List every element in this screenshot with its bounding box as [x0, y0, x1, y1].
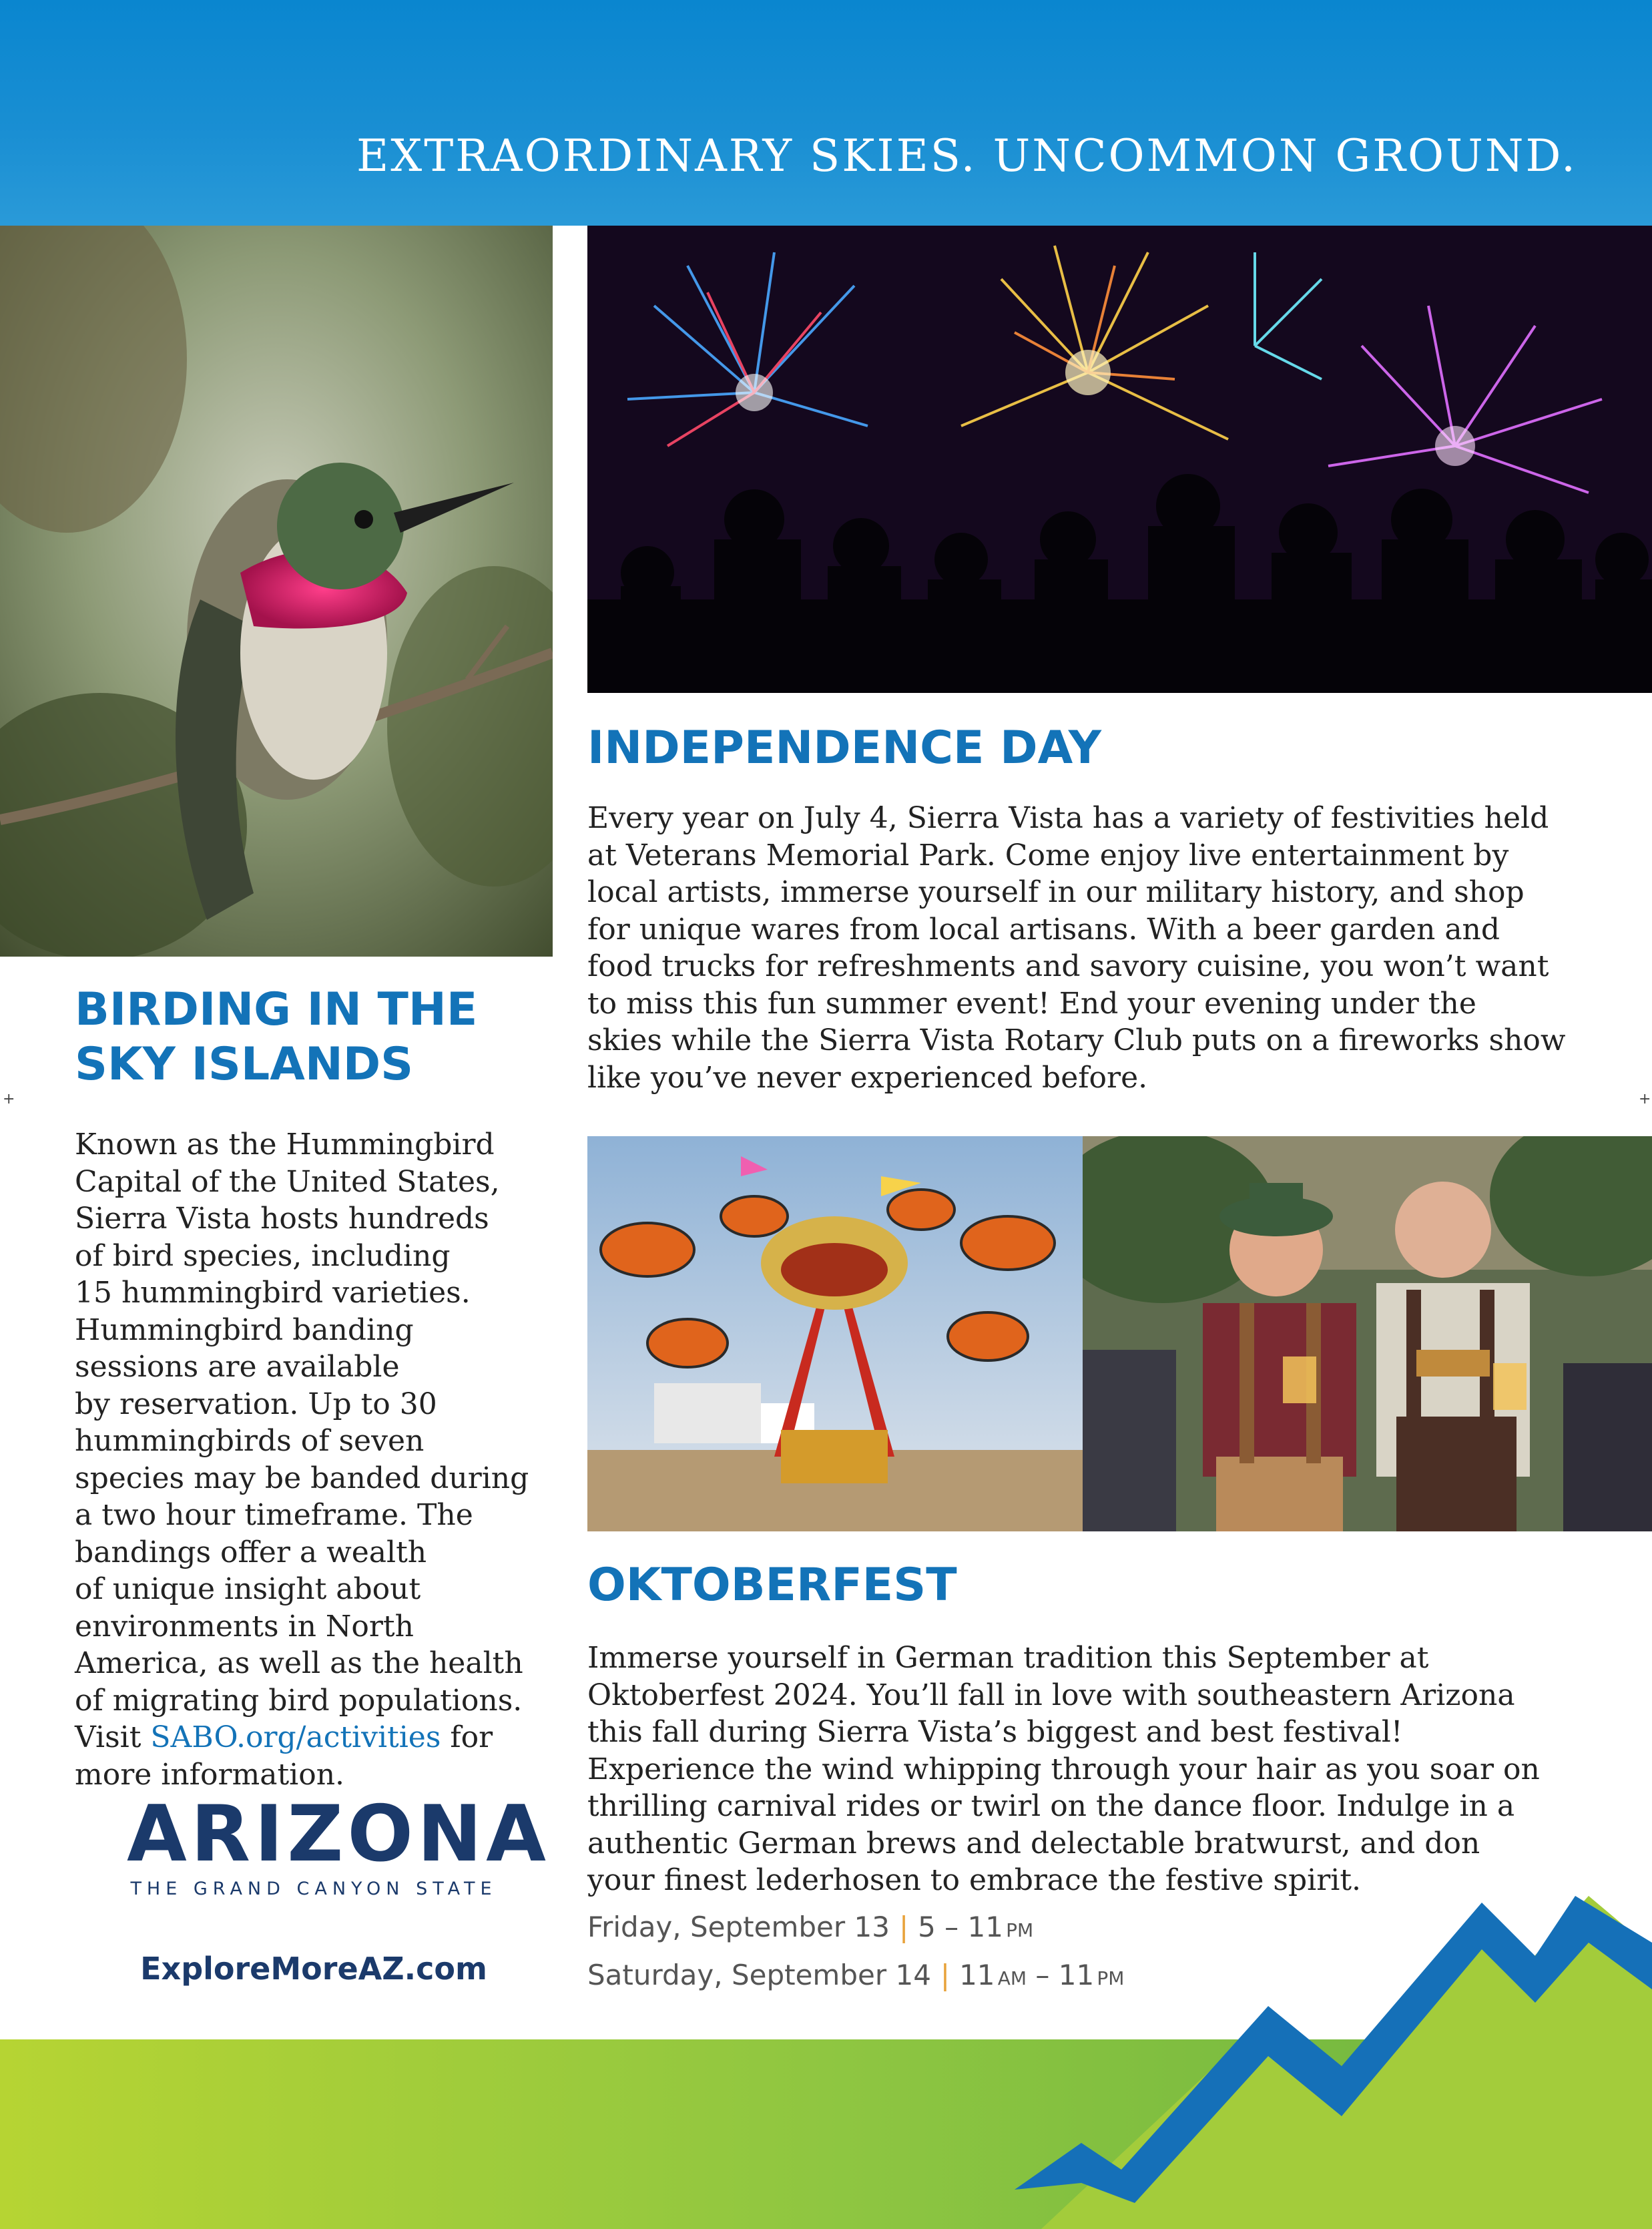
explore-more-az-link[interactable]: ExploreMoreAZ.com: [140, 1951, 487, 1987]
birding-line: of migrating bird populations.: [75, 1683, 523, 1718]
hummingbird-photo: [0, 226, 553, 957]
arizona-subtitle: THE GRAND CANYON STATE: [130, 1879, 497, 1899]
oktoberfest-men-photo: [1083, 1136, 1652, 1531]
birding-line: a two hour timeframe. The: [75, 1498, 473, 1532]
birding-line: hummingbirds of seven: [75, 1424, 425, 1458]
birding-line: Hummingbird banding: [75, 1312, 414, 1347]
independence-heading: INDEPENDENCE DAY: [587, 722, 1101, 774]
birding-body: [75, 1126, 555, 1793]
independence-line: at Veterans Memorial Park. Come enjoy live entertainment by: [587, 838, 1509, 873]
carnival-ride-photo: [587, 1136, 1083, 1531]
sabo-activities-link[interactable]: SABO.org/activities: [150, 1720, 441, 1754]
mountain-graphic: [0, 1856, 1652, 2229]
independence-line: skies while the Sierra Vista Rotary Club puts on a fireworks show: [587, 1023, 1566, 1057]
birding-heading: [75, 983, 555, 1092]
schedule-time-unit: PM: [1006, 1919, 1034, 1941]
oktoberfest-line: Oktoberfest 2024. You’ll fall in love with southeastern Arizona: [587, 1678, 1515, 1712]
header-band: [0, 0, 1652, 226]
independence-line: to miss this fun summer event! End your evening under the: [587, 986, 1476, 1021]
birding-line: bandings offer a wealth: [75, 1535, 427, 1569]
crop-mark-left: +: [3, 1091, 15, 1107]
schedule-time-start-unit: AM: [997, 1967, 1027, 1989]
birding-line: 15 hummingbird varieties.: [75, 1276, 471, 1310]
independence-line: Every year on July 4, Sierra Vista has a variety of festivities held: [587, 801, 1549, 835]
visit-prefix: Visit: [75, 1720, 151, 1754]
independence-body: [587, 800, 1589, 1096]
schedule-time-start: 11: [959, 1959, 995, 1991]
visit-suffix: for: [441, 1720, 493, 1754]
independence-line: local artists, immerse yourself in our military history, and shop: [587, 875, 1525, 909]
birding-line: by reservation. Up to 30: [75, 1387, 437, 1421]
birding-line: Capital of the United States,: [75, 1164, 500, 1199]
oktoberfest-heading: OKTOBERFEST: [587, 1559, 957, 1612]
oktoberfest-line: this fall during Sierra Vista’s biggest and best festival!: [587, 1715, 1403, 1749]
crop-mark-right: +: [1639, 1091, 1651, 1107]
birding-heading-line1: BIRDING IN THE: [75, 983, 478, 1036]
birding-line: of bird species, including: [75, 1238, 451, 1273]
independence-line: food trucks for refreshments and savory cuisine, you won’t want: [587, 949, 1549, 983]
birding-line: environments in North: [75, 1609, 414, 1644]
birding-line: Sierra Vista hosts hundreds: [75, 1202, 489, 1236]
birding-line: sessions are available: [75, 1350, 400, 1384]
schedule-time-end: – 11: [1027, 1959, 1095, 1991]
schedule-time-end-unit: PM: [1097, 1967, 1125, 1989]
independence-line: like you’ve never experienced before.: [587, 1060, 1148, 1095]
arizona-wordmark: ARIZONA: [127, 1789, 550, 1879]
schedule-day: Friday, September 13: [587, 1911, 890, 1943]
birding-line: species may be banded during: [75, 1461, 529, 1495]
birding-line: of unique insight about: [75, 1572, 421, 1606]
tagline: EXTRAORDINARY SKIES. UNCOMMON GROUND.: [356, 130, 1577, 182]
oktoberfest-line: Experience the wind whipping through your hair as you soar on: [587, 1752, 1540, 1786]
oktoberfest-line: authentic German brews and delectable bratwurst, and don: [587, 1826, 1480, 1861]
birding-last-line: more information.: [75, 1757, 345, 1792]
schedule-day: Saturday, September 14: [587, 1959, 931, 1991]
independence-line: for unique wares from local artisans. With a beer garden and: [587, 912, 1500, 947]
schedule-separator: |: [940, 1959, 950, 1991]
schedule-time: 5 – 11: [918, 1911, 1003, 1943]
fireworks-photo: [587, 226, 1652, 693]
schedule-separator: |: [898, 1911, 909, 1943]
oktoberfest-line: your finest lederhosen to embrace the festive spirit.: [587, 1863, 1361, 1897]
birding-line: Known as the Hummingbird: [75, 1128, 495, 1162]
birding-line: America, as well as the health: [75, 1646, 523, 1680]
birding-heading-line2: SKY ISLANDS: [75, 1038, 414, 1091]
oktoberfest-line: Immerse yourself in German tradition this September at: [587, 1641, 1429, 1675]
oktoberfest-line: thrilling carnival rides or twirl on the dance floor. Indulge in a: [587, 1789, 1515, 1823]
arizona-logo: [127, 1789, 550, 1899]
